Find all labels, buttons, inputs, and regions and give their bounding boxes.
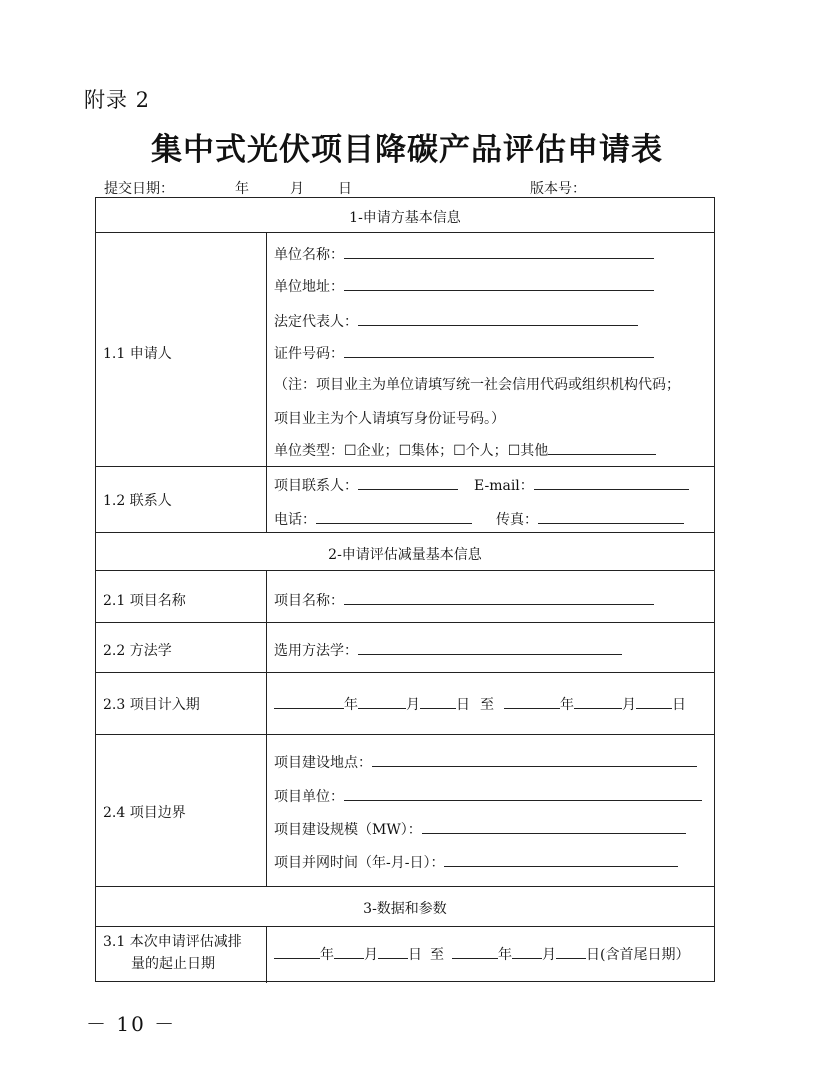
- r-start-year-field[interactable]: [274, 944, 320, 959]
- phone-label: 电话：: [274, 512, 316, 528]
- scale-label: 项目建设规模（MW）：: [274, 822, 422, 838]
- crediting-period-label: 2.3 项目计入期: [103, 697, 200, 713]
- r-period-to: 至: [430, 947, 444, 963]
- location-field[interactable]: [372, 752, 697, 767]
- grid-date-field[interactable]: [444, 852, 678, 867]
- legal-rep-label: 法定代表人：: [274, 314, 358, 330]
- unit-name-row: [274, 244, 654, 264]
- start-month-field[interactable]: [358, 694, 406, 709]
- r-start-day-unit: 日: [408, 947, 422, 963]
- r-start-day-field[interactable]: [378, 944, 408, 959]
- scale-row: [274, 819, 686, 839]
- start-day-field[interactable]: [420, 694, 456, 709]
- project-unit-row: [274, 786, 702, 806]
- note-line1: （注：项目业主为单位请填写统一社会信用代码或组织机构代码；: [274, 377, 680, 393]
- unit-address-field[interactable]: [344, 276, 654, 291]
- project-name-field[interactable]: [344, 590, 654, 605]
- start-month-unit: 月: [406, 697, 420, 713]
- end-day-unit: 日: [672, 697, 686, 713]
- r-end-day-field[interactable]: [556, 944, 586, 959]
- option-collective: 集体；: [411, 443, 454, 459]
- methodology-field[interactable]: [358, 640, 622, 655]
- r-start-month-field[interactable]: [334, 944, 364, 959]
- email-label: E-mail：: [474, 478, 534, 494]
- end-day-field[interactable]: [636, 694, 672, 709]
- legal-rep-row: [274, 311, 638, 331]
- section2-heading: 2-申请评估减量基本信息: [328, 547, 482, 563]
- note-line2: 项目业主为个人请填写身份证号码。）: [274, 411, 505, 427]
- r-end-suffix: 日(含首尾日期）: [586, 947, 690, 963]
- grid-date-row: [274, 852, 678, 872]
- phone-field[interactable]: [316, 509, 472, 524]
- unit-address-label: 单位地址：: [274, 279, 344, 295]
- contact-row: [274, 475, 689, 495]
- scale-field[interactable]: [422, 819, 686, 834]
- reduction-period-row: [274, 944, 689, 964]
- section3-heading: 3-数据和参数: [363, 901, 447, 917]
- start-day-unit: 日: [456, 697, 470, 713]
- project-name-field-label: 项目名称：: [274, 593, 344, 609]
- r-end-month-field[interactable]: [512, 944, 542, 959]
- r-start-year-unit: 年: [320, 947, 334, 963]
- r-end-year-field[interactable]: [452, 944, 498, 959]
- option-individual: 个人；: [465, 443, 508, 459]
- location-row: [274, 752, 697, 772]
- checkbox-collective[interactable]: ☐: [398, 443, 412, 459]
- option-other: 其他: [520, 443, 549, 459]
- legal-rep-field[interactable]: [358, 311, 638, 326]
- submit-month-label: 月: [290, 181, 304, 197]
- phone-row: [274, 509, 684, 529]
- unit-address-row: [274, 276, 654, 296]
- applicant-label: 1.1 申请人: [103, 346, 172, 362]
- r-end-month-unit: 月: [542, 947, 556, 963]
- id-number-label: 证件号码：: [274, 346, 344, 362]
- reduction-period-label: [103, 931, 263, 975]
- r-end-year-unit: 年: [498, 947, 512, 963]
- project-name-label: 2.1 项目名称: [103, 593, 186, 609]
- checkbox-individual[interactable]: ☐: [453, 443, 466, 459]
- submit-day-label: 日: [338, 181, 352, 197]
- end-year-unit: 年: [560, 697, 574, 713]
- reduction-period-label-line2: 量的起止日期: [131, 956, 215, 972]
- id-number-row: [274, 343, 654, 363]
- start-year-unit: 年: [344, 697, 358, 713]
- contact-person-field[interactable]: [358, 475, 458, 490]
- fax-label: 传真：: [496, 512, 538, 528]
- reduction-period-label-line1: 3.1 本次申请评估减排: [103, 934, 242, 950]
- methodology-label: 2.2 方法学: [103, 643, 172, 659]
- page-number: － 10 －: [86, 1012, 177, 1036]
- appendix-label: 附录 2: [84, 88, 151, 112]
- methodology-field-label: 选用方法学：: [274, 643, 358, 659]
- submit-year-label: 年: [235, 181, 249, 197]
- boundary-label: 2.4 项目边界: [103, 805, 186, 821]
- contact-label: 1.2 联系人: [103, 493, 172, 509]
- section1-heading: 1-申请方基本信息: [349, 210, 461, 226]
- end-year-field[interactable]: [504, 694, 560, 709]
- form-title: 集中式光伏项目降碳产品评估申请表: [151, 132, 663, 168]
- r-start-month-unit: 月: [364, 947, 378, 963]
- checkbox-enterprise[interactable]: ☐: [344, 443, 357, 459]
- project-name-row: [274, 590, 654, 610]
- methodology-row: [274, 640, 622, 660]
- period-to: 至: [480, 697, 494, 713]
- version-label: 版本号：: [530, 181, 586, 197]
- end-month-unit: 月: [622, 697, 636, 713]
- end-month-field[interactable]: [574, 694, 622, 709]
- location-label: 项目建设地点：: [274, 755, 372, 771]
- fax-field[interactable]: [538, 509, 684, 524]
- start-year-field[interactable]: [274, 694, 344, 709]
- unit-type-label: 单位类型：: [274, 443, 344, 459]
- project-unit-label: 项目单位：: [274, 789, 344, 805]
- application-form: [95, 197, 715, 982]
- other-type-field[interactable]: [548, 440, 656, 455]
- crediting-period-row: [274, 694, 686, 714]
- contact-person-label: 项目联系人：: [274, 478, 358, 494]
- submit-date-label: 提交日期：: [104, 181, 174, 197]
- option-enterprise: 企业；: [356, 443, 399, 459]
- unit-type-row: [274, 440, 656, 460]
- email-field[interactable]: [534, 475, 689, 490]
- project-unit-field[interactable]: [344, 786, 702, 801]
- checkbox-other[interactable]: ☐: [507, 443, 521, 459]
- id-number-field[interactable]: [344, 343, 654, 358]
- unit-name-field[interactable]: [344, 244, 654, 259]
- unit-name-label: 单位名称：: [274, 247, 344, 263]
- grid-date-label: 项目并网时间（年-月-日）：: [274, 855, 445, 871]
